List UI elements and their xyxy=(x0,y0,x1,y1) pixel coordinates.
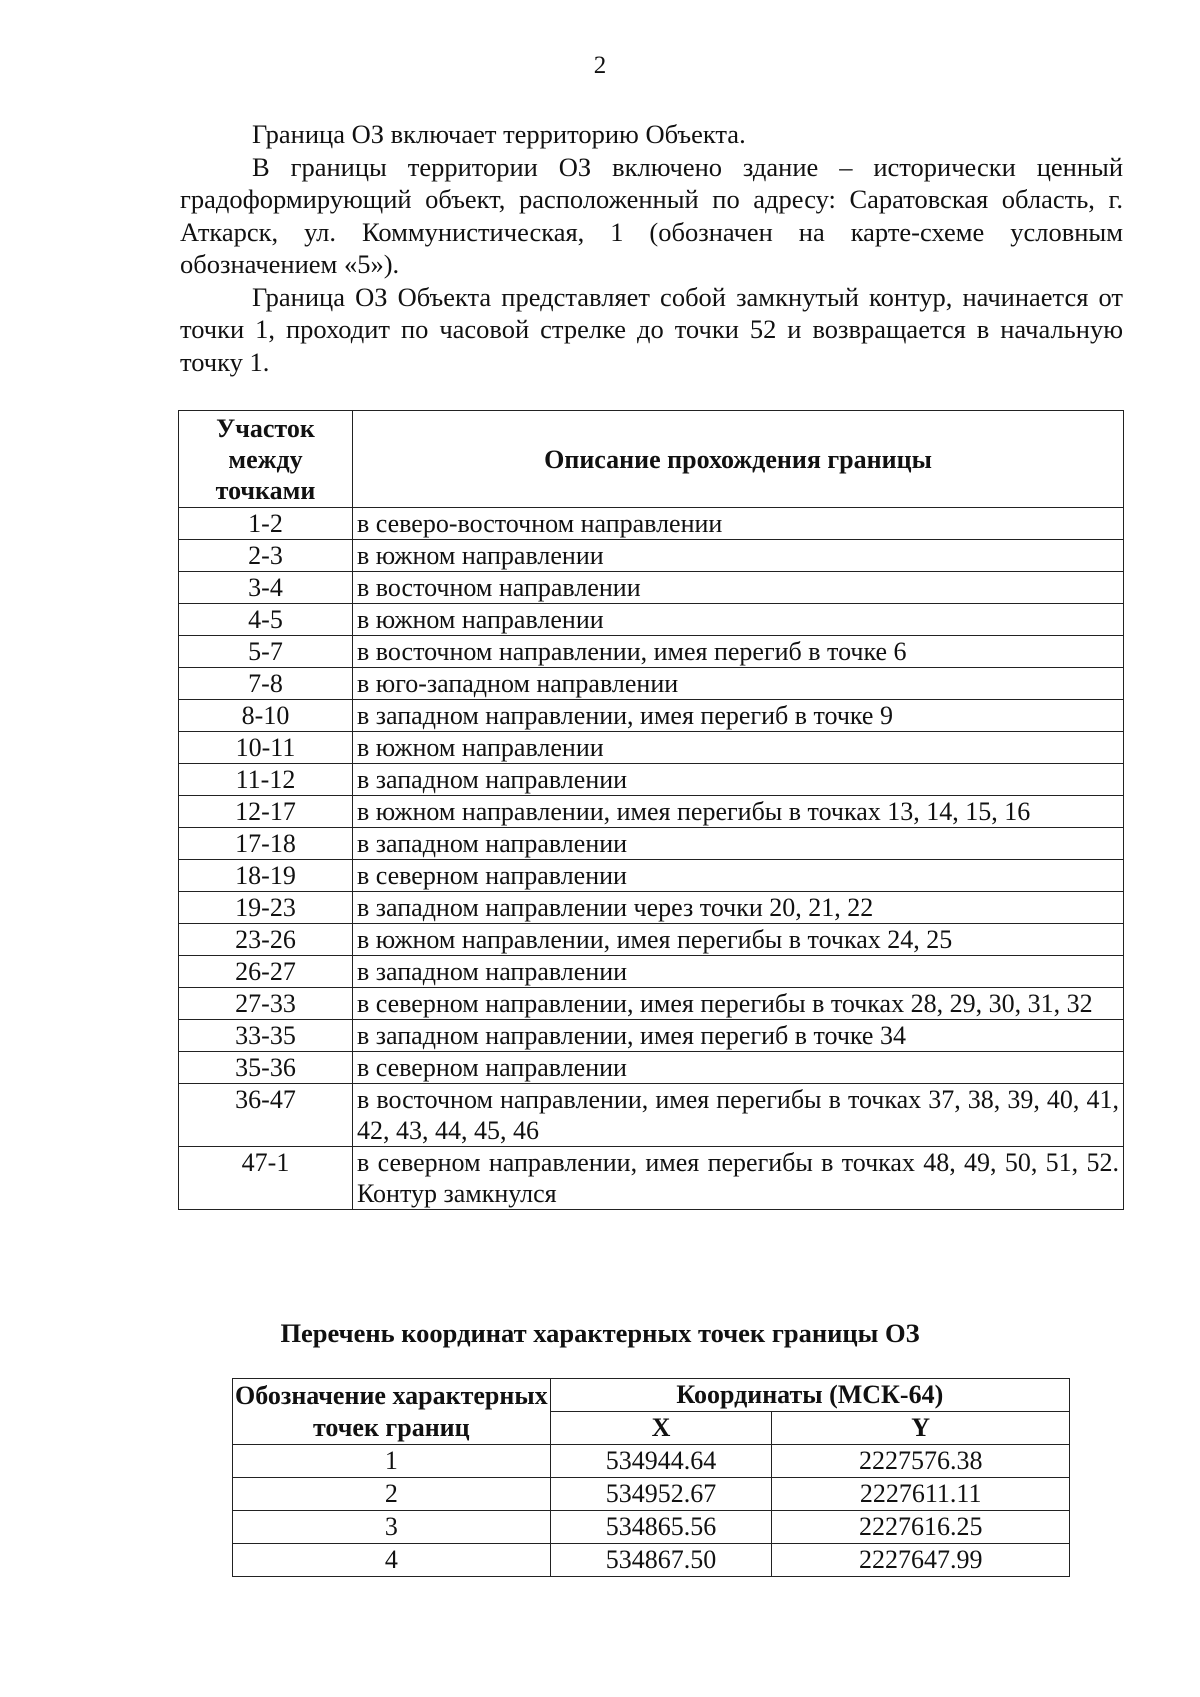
segment-cell: 3-4 xyxy=(179,572,353,604)
description-cell: в северном направлении xyxy=(353,860,1124,892)
segment-cell: 5-7 xyxy=(179,636,353,668)
coord-point-cell: 3 xyxy=(233,1511,551,1544)
segment-cell: 23-26 xyxy=(179,924,353,956)
coord-x-cell: 534867.50 xyxy=(550,1544,772,1577)
table-row xyxy=(179,572,1124,604)
segment-cell: 1-2 xyxy=(179,508,353,540)
segment-cell: 17-18 xyxy=(179,828,353,860)
description-cell: в западном направлении, имея перегиб в точке 34 xyxy=(353,1020,1124,1052)
description-cell: в северо-восточном направлении xyxy=(353,508,1124,540)
table-row xyxy=(233,1511,1070,1544)
description-cell: в южном направлении, имея перегибы в точках 13, 14, 15, 16 xyxy=(353,796,1124,828)
page-number: 2 xyxy=(593,52,607,79)
coordinates-table xyxy=(232,1378,1070,1577)
boundary-description-table xyxy=(178,410,1124,1210)
segment-cell: 33-35 xyxy=(179,1020,353,1052)
coord-point-cell: 1 xyxy=(233,1445,551,1478)
table-row xyxy=(179,700,1124,732)
description-cell: в восточном направлении xyxy=(353,572,1124,604)
description-cell: в южном направлении xyxy=(353,540,1124,572)
coord-y-cell: 2227647.99 xyxy=(772,1544,1070,1577)
segment-cell: 35-36 xyxy=(179,1052,353,1084)
segment-cell: 18-19 xyxy=(179,860,353,892)
header-description: Описание прохождения границы xyxy=(353,411,1124,508)
table-row xyxy=(179,604,1124,636)
table-row xyxy=(179,828,1124,860)
intro-paragraph: Граница ОЗ Объекта представляет собой замкнутый контур, начинается от точки 1, проходит по часовой стрелке до точки 52 и возвращается в начальную точку 1. xyxy=(180,281,1123,377)
table-row xyxy=(179,796,1124,828)
segment-cell: 8-10 xyxy=(179,700,353,732)
segment-cell: 47-1 xyxy=(179,1147,353,1210)
table-row xyxy=(179,924,1124,956)
table-row xyxy=(179,764,1124,796)
coord-x-cell: 534952.67 xyxy=(550,1478,772,1511)
table-row xyxy=(179,668,1124,700)
header-point: Обозначение характерных точек границ xyxy=(233,1379,551,1445)
coord-x-cell: 534865.56 xyxy=(550,1511,772,1544)
coord-y-cell: 2227616.25 xyxy=(772,1511,1070,1544)
description-cell: в западном направлении xyxy=(353,828,1124,860)
description-cell: в южном направлении xyxy=(353,732,1124,764)
table-row xyxy=(179,732,1124,764)
coord-y-cell: 2227611.11 xyxy=(772,1478,1070,1511)
intro-text xyxy=(180,118,1123,378)
coord-point-cell: 2 xyxy=(233,1478,551,1511)
table-row xyxy=(179,956,1124,988)
table-row xyxy=(233,1544,1070,1577)
coord-y-cell: 2227576.38 xyxy=(772,1445,1070,1478)
table-row xyxy=(179,892,1124,924)
segment-cell: 2-3 xyxy=(179,540,353,572)
table-row xyxy=(179,1020,1124,1052)
table-row xyxy=(179,1147,1124,1210)
description-cell: в северном направлении, имея перегибы в точках 28, 29, 30, 31, 32 xyxy=(353,988,1124,1020)
table-row xyxy=(233,1478,1070,1511)
header-x: X xyxy=(550,1412,772,1445)
coordinates-table-body xyxy=(233,1445,1070,1577)
table-row xyxy=(179,1084,1124,1147)
description-cell: в южном направлении xyxy=(353,604,1124,636)
coord-point-cell: 4 xyxy=(233,1544,551,1577)
table-row xyxy=(179,860,1124,892)
description-cell: в западном направлении xyxy=(353,764,1124,796)
description-cell: в западном направлении через точки 20, 21, 22 xyxy=(353,892,1124,924)
segment-cell: 10-11 xyxy=(179,732,353,764)
segment-cell: 12-17 xyxy=(179,796,353,828)
segment-cell: 7-8 xyxy=(179,668,353,700)
description-cell: в западном направлении, имея перегиб в точке 9 xyxy=(353,700,1124,732)
description-cell: в северном направлении xyxy=(353,1052,1124,1084)
description-cell: в восточном направлении, имея перегибы в точках 37, 38, 39, 40, 41, 42, 43, 44, 45, 46 xyxy=(353,1084,1124,1147)
segment-cell: 27-33 xyxy=(179,988,353,1020)
coordinates-title: Перечень координат характерных точек границы ОЗ xyxy=(280,1318,920,1348)
table-row xyxy=(179,988,1124,1020)
header-segment: Участок между точками xyxy=(179,411,353,508)
description-cell: в южном направлении, имея перегибы в точках 24, 25 xyxy=(353,924,1124,956)
table-header-row xyxy=(179,411,1124,508)
description-cell: в восточном направлении, имея перегиб в точке 6 xyxy=(353,636,1124,668)
segment-cell: 36-47 xyxy=(179,1084,353,1147)
header-coordinates: Координаты (МСК-64) xyxy=(550,1379,1069,1412)
boundary-table-body xyxy=(179,508,1124,1210)
table-row xyxy=(179,1052,1124,1084)
segment-cell: 11-12 xyxy=(179,764,353,796)
segment-cell: 19-23 xyxy=(179,892,353,924)
segment-cell: 26-27 xyxy=(179,956,353,988)
description-cell: в северном направлении, имея перегибы в точках 48, 49, 50, 51, 52. Контур замкнулся xyxy=(353,1147,1124,1210)
segment-cell: 4-5 xyxy=(179,604,353,636)
coord-x-cell: 534944.64 xyxy=(550,1445,772,1478)
description-cell: в западном направлении xyxy=(353,956,1124,988)
intro-paragraph: В границы территории ОЗ включено здание – исторически ценный градоформирующий объект, расположенный по адресу: Саратовская область, г. Аткарск, ул. Коммунистическая, 1 (обозначен на карте-схеме условным обозначением «5»). xyxy=(180,151,1123,279)
table-header-row xyxy=(233,1379,1070,1412)
header-y: Y xyxy=(772,1412,1070,1445)
intro-paragraph: Граница ОЗ включает территорию Объекта. xyxy=(252,119,746,149)
description-cell: в юго-западном направлении xyxy=(353,668,1124,700)
table-row xyxy=(179,636,1124,668)
table-row xyxy=(179,540,1124,572)
table-row xyxy=(233,1445,1070,1478)
table-row xyxy=(179,508,1124,540)
